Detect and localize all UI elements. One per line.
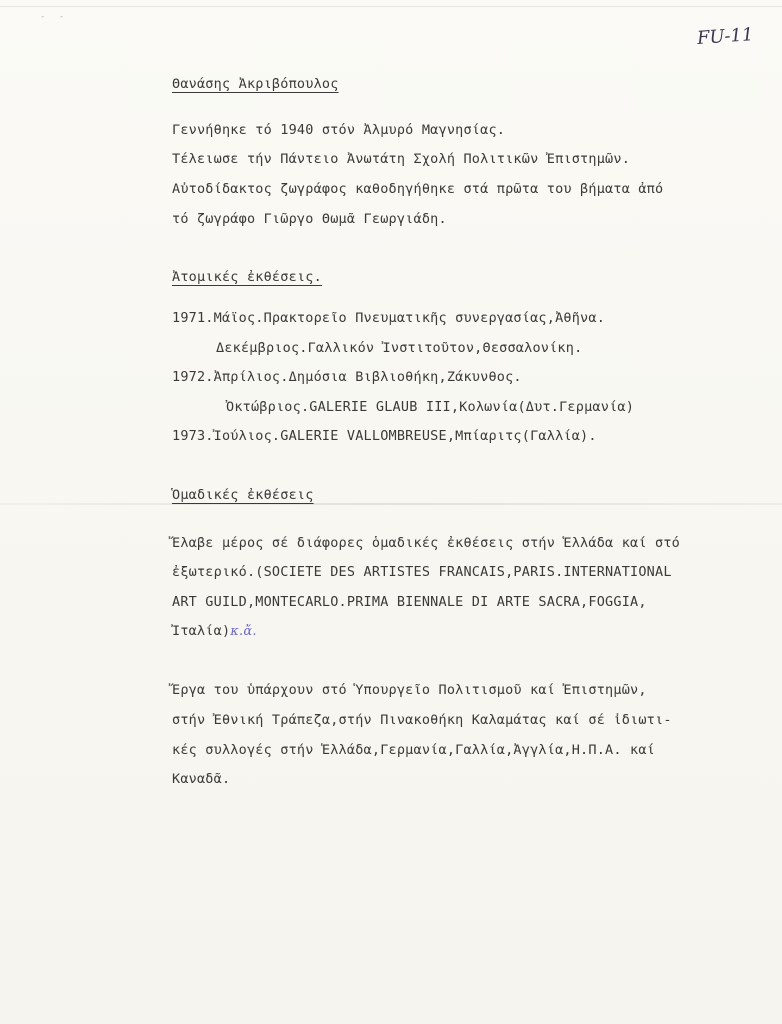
bio-line-3: Αὐτοδίδακτος ζωγράφος καθοδηγήθηκε στά πρῶτα του βήματα ἀπό — [172, 181, 664, 197]
document-reference-number: FU-11 — [696, 24, 755, 49]
handwritten-etc-note: κ.ἄ. — [230, 624, 257, 639]
group-exhibitions-line-4 — [172, 625, 257, 639]
group-exhibitions-line-2: ἐξωτερικό.(SOCIETE DES ARTISTES FRANCAIS,PARIS.INTERNATIONAL — [172, 564, 672, 580]
group-exhibitions-heading: Ὁμαδικές ἐκθέσεις — [172, 487, 314, 503]
artist-name-heading: Θανάσης Ἀκριβόπουλος — [172, 76, 339, 92]
solo-exhibition-1973-july: 1973.Ἰούλιος.GALERIE VALLOMBREUSE,Μπίαριτς(Γαλλία). — [172, 428, 597, 444]
bio-line-4: τό ζωγράφο Γιῶργο Θωμᾶ Γεωργιάδη. — [172, 211, 447, 227]
bio-line-1: Γεννήθηκε τό 1940 στόν Ἀλμυρό Μαγνησίας. — [172, 122, 506, 138]
works-line-1: Ἔργα του ὑπάρχουν στό Ὑπουργεῖο Πολιτισμοῦ καί Ἐπιστημῶν, — [172, 682, 647, 698]
solo-exhibition-1971-december: Δεκέμβριος.Γαλλικόν Ἰνστιτοῦτον,Θεσσαλονίκη. — [216, 340, 583, 356]
works-line-4: Καναδᾶ. — [172, 771, 231, 787]
group-exhibitions-line-3: ART GUILD,MONTECARLO.PRIMA BIENNALE DI ARTE SACRA,FOGGIA, — [172, 594, 647, 610]
solo-exhibition-1971-may: 1971.Μάϊος.Πρακτορεῖο Πνευματικῆς συνεργασίας,Ἀθῆνα. — [172, 310, 606, 326]
solo-exhibition-1972-october: Ὀκτώβριος.GALERIE GLAUB III,Κολωνία(Δυτ.Γερμανία) — [226, 399, 635, 415]
corner-marks: - - — [40, 12, 69, 22]
group-exhibitions-country: Ἰταλία) — [172, 623, 231, 639]
works-line-3: κές συλλογές στήν Ἑλλάδα,Γερμανία,Γαλλία,Ἀγγλία,Η.Π.Α. καί — [172, 742, 656, 758]
group-exhibitions-line-1: Ἔλαβε μέρος σέ διάφορες ὁμαδικές ἐκθέσεις στήν Ἑλλάδα καί στό — [172, 535, 680, 551]
works-line-2: στήν Ἐθνική Τράπεζα,στήν Πινακοθήκη Καλαμάτας καί σέ ἰδιωτι- — [172, 712, 672, 728]
solo-exhibition-1972-april: 1972.Ἀπρίλιος.Δημόσια Βιβλιοθήκη,Ζάκυνθος. — [172, 369, 522, 385]
bio-line-2: Τέλειωσε τήν Πάντειο Ἀνωτάτη Σχολή Πολιτικῶν Ἐπιστημῶν. — [172, 151, 631, 167]
solo-exhibitions-heading: Ἀτομικές ἐκθέσεις. — [172, 269, 322, 285]
